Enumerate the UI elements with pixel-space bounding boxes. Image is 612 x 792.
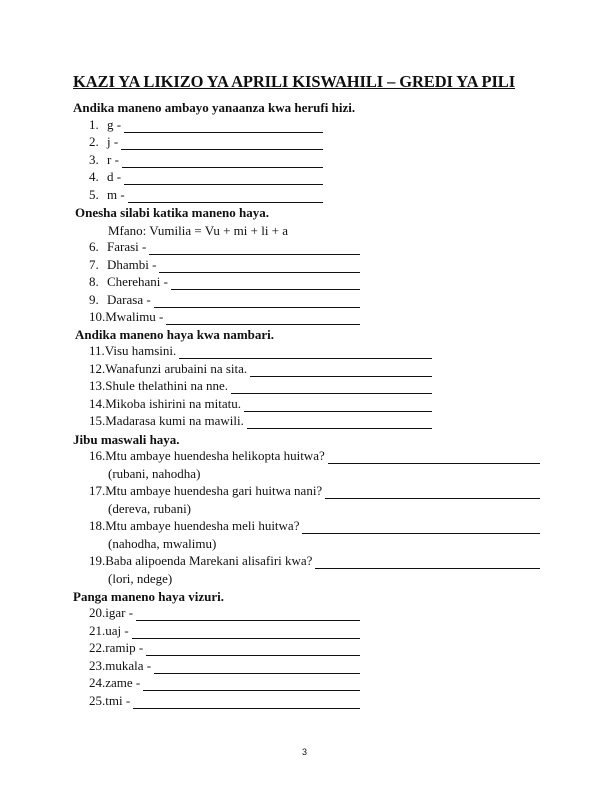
question-row xyxy=(89,343,432,359)
question-number: 23. xyxy=(89,658,106,673)
question-row xyxy=(89,693,360,709)
question-row xyxy=(89,257,360,273)
question-text: Mtu ambaye huendesha meli huitwa? xyxy=(105,518,300,533)
question-text: g - xyxy=(107,117,122,132)
question-text: mukala - xyxy=(105,658,152,673)
answer-blank[interactable] xyxy=(154,295,360,308)
answer-choices: (nahodha, mwalimu) xyxy=(108,536,217,551)
answer-blank[interactable] xyxy=(244,399,432,412)
question-row xyxy=(89,361,432,377)
question-number: 18. xyxy=(89,518,106,533)
question-number: 7. xyxy=(89,257,99,272)
answer-choices: (rubani, nahodha) xyxy=(108,466,201,481)
question-row xyxy=(89,378,432,394)
answer-blank[interactable] xyxy=(124,172,323,185)
question-text: igar - xyxy=(105,605,134,620)
question-text: Mwalimu - xyxy=(105,309,164,324)
question-text: Baba alipoenda Marekani alisafiri kwa? xyxy=(105,553,313,568)
question-row xyxy=(89,239,360,255)
answer-blank[interactable] xyxy=(250,364,432,377)
answer-blank[interactable] xyxy=(171,277,360,290)
question-number: 6. xyxy=(89,239,99,254)
question-row xyxy=(89,658,360,674)
answer-blank[interactable] xyxy=(315,556,540,569)
question-row xyxy=(89,448,540,464)
answer-blank[interactable] xyxy=(133,696,360,709)
answer-blank[interactable] xyxy=(154,661,360,674)
answer-blank[interactable] xyxy=(132,626,360,639)
question-text: Wanafunzi arubaini na sita. xyxy=(105,361,248,376)
question-row xyxy=(89,187,323,203)
question-row xyxy=(89,117,323,133)
question-number: 1. xyxy=(89,117,99,132)
question-row xyxy=(89,675,360,691)
question-text: zame - xyxy=(105,675,141,690)
answer-blank[interactable] xyxy=(159,260,360,273)
question-number: 25. xyxy=(89,693,106,708)
answer-blank[interactable] xyxy=(143,678,360,691)
answer-choices: (lori, ndege) xyxy=(108,571,173,586)
question-text: uaj - xyxy=(105,623,129,638)
question-text: Shule thelathini na nne. xyxy=(105,378,229,393)
question-row xyxy=(89,309,360,325)
page-title: KAZI YA LIKIZO YA APRILI KISWAHILI – GREDI YA PILI xyxy=(73,72,516,91)
question-row xyxy=(89,518,540,534)
section-heading: Onesha silabi katika maneno haya. xyxy=(75,205,269,220)
answer-choices: (dereva, rubani) xyxy=(108,501,192,516)
question-row xyxy=(89,274,360,290)
question-text: m - xyxy=(107,187,125,202)
question-number: 9. xyxy=(89,292,99,307)
question-number: 15. xyxy=(89,413,106,428)
question-text: Mikoba ishirini na mitatu. xyxy=(105,396,242,411)
question-number: 24. xyxy=(89,675,106,690)
answer-blank[interactable] xyxy=(149,242,360,255)
example-text: Mfano: Vumilia = Vu + mi + li + a xyxy=(108,223,289,238)
question-number: 10. xyxy=(89,309,106,324)
question-row xyxy=(89,553,540,569)
section-heading: Panga maneno haya vizuri. xyxy=(73,589,224,604)
answer-blank[interactable] xyxy=(121,137,323,150)
question-row xyxy=(89,292,360,308)
question-text: tmi - xyxy=(105,693,131,708)
question-row xyxy=(89,413,432,429)
question-number: 16. xyxy=(89,448,106,463)
question-number: 11. xyxy=(89,343,105,358)
answer-blank[interactable] xyxy=(179,346,432,359)
question-number: 13. xyxy=(89,378,106,393)
question-text: Mtu ambaye huendesha gari huitwa nani? xyxy=(105,483,323,498)
answer-blank[interactable] xyxy=(136,608,360,621)
question-number: 17. xyxy=(89,483,106,498)
question-number: 12. xyxy=(89,361,106,376)
section-heading: Jibu maswali haya. xyxy=(73,432,180,447)
answer-blank[interactable] xyxy=(166,312,360,325)
answer-blank[interactable] xyxy=(231,381,432,394)
question-number: 21. xyxy=(89,623,106,638)
question-row xyxy=(89,640,360,656)
answer-blank[interactable] xyxy=(247,416,432,429)
question-number: 8. xyxy=(89,274,99,289)
question-number: 3. xyxy=(89,152,99,167)
question-text: Cherehani - xyxy=(107,274,169,289)
question-row xyxy=(89,483,540,499)
question-text: Dhambi - xyxy=(107,257,157,272)
question-row xyxy=(89,134,323,150)
question-text: r - xyxy=(107,152,119,167)
answer-blank[interactable] xyxy=(325,486,540,499)
question-number: 22. xyxy=(89,640,106,655)
question-text: ramip - xyxy=(105,640,144,655)
answer-blank[interactable] xyxy=(302,521,540,534)
question-row xyxy=(89,623,360,639)
question-text: Darasa - xyxy=(107,292,151,307)
section-heading: Andika maneno haya kwa nambari. xyxy=(75,327,275,342)
question-number: 4. xyxy=(89,169,99,184)
question-row xyxy=(89,169,323,185)
question-text: Mtu ambaye huendesha helikopta huitwa? xyxy=(105,448,325,463)
question-text: Farasi - xyxy=(107,239,147,254)
question-number: 2. xyxy=(89,134,99,149)
answer-blank[interactable] xyxy=(124,120,323,133)
question-text: Madarasa kumi na mawili. xyxy=(105,413,244,428)
question-row xyxy=(89,152,323,168)
answer-blank[interactable] xyxy=(328,451,540,464)
question-text: d - xyxy=(107,169,122,184)
question-row xyxy=(89,605,360,621)
section-heading: Andika maneno ambayo yanaanza kwa herufi hizi. xyxy=(73,100,356,115)
answer-blank[interactable] xyxy=(128,190,323,203)
question-number: 20. xyxy=(89,605,106,620)
answer-blank[interactable] xyxy=(122,155,323,168)
question-number: 5. xyxy=(89,187,99,202)
question-row xyxy=(89,396,432,412)
question-number: 14. xyxy=(89,396,106,411)
answer-blank[interactable] xyxy=(146,643,360,656)
question-number: 19. xyxy=(89,553,106,568)
question-text: Visu hamsini. xyxy=(104,343,177,358)
page-number: 3 xyxy=(302,747,308,757)
question-text: j - xyxy=(107,134,119,149)
